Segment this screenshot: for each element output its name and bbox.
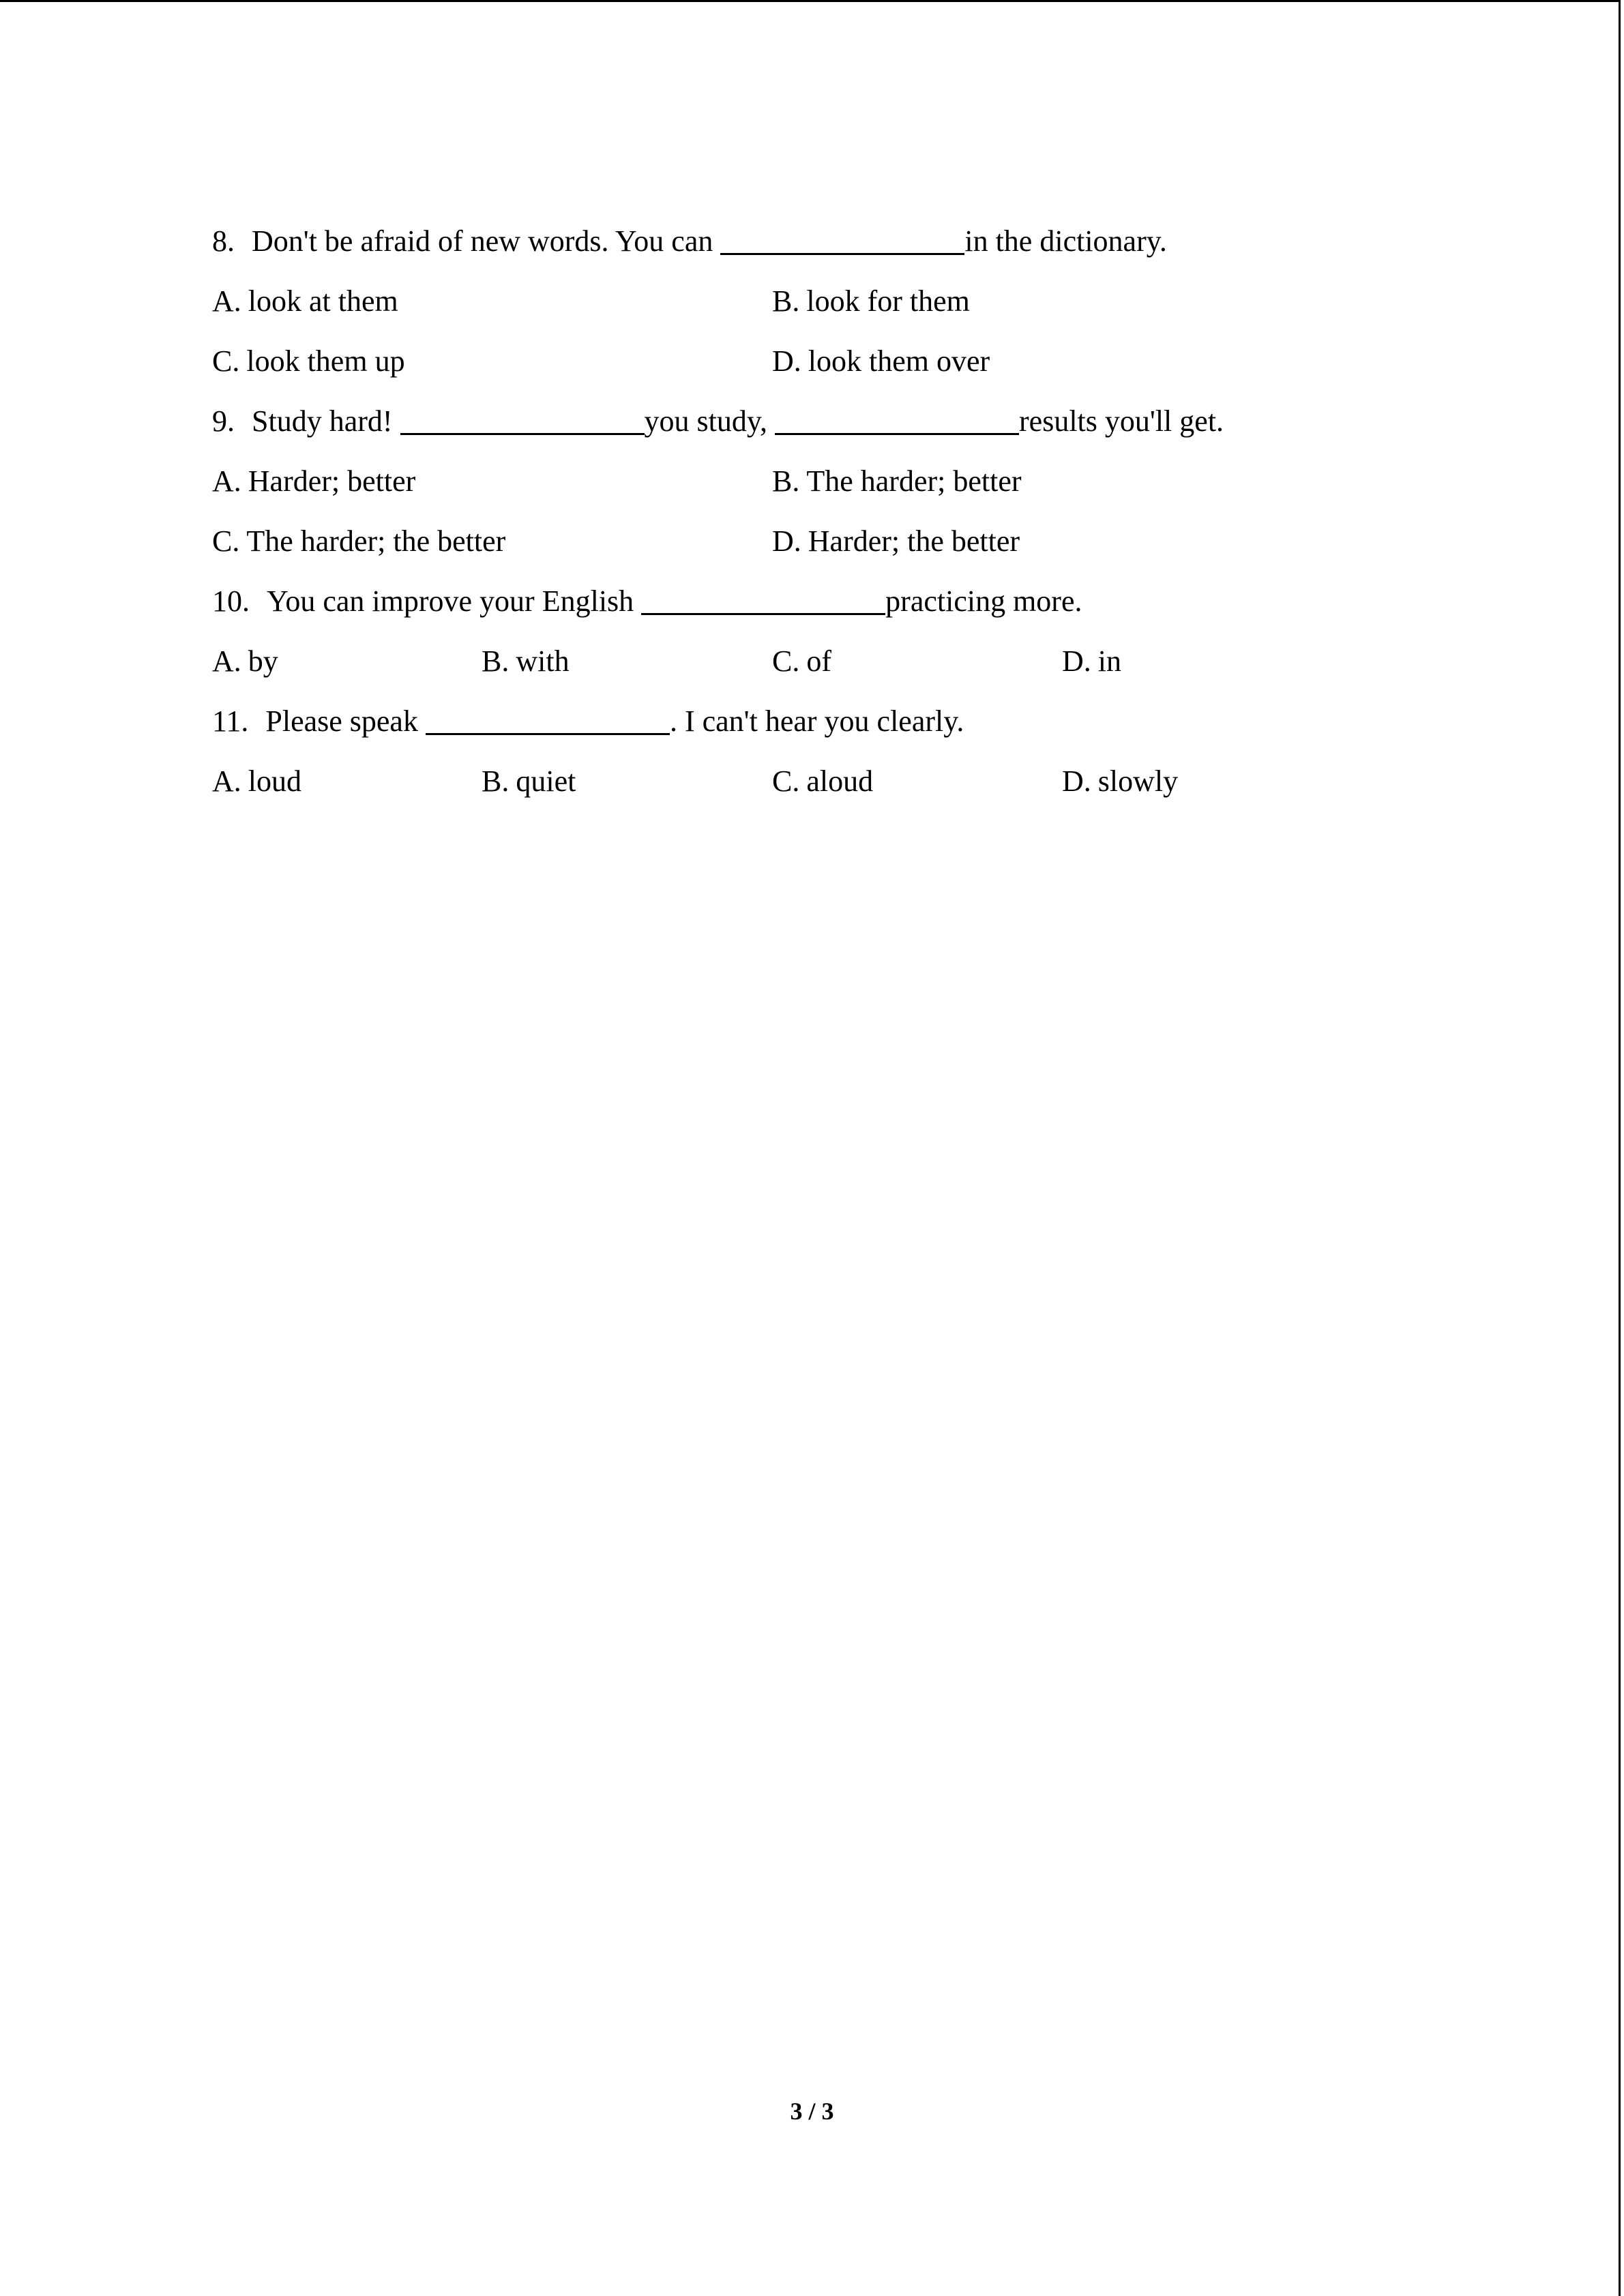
option-letter: B. bbox=[482, 764, 510, 798]
question-number: 11. bbox=[212, 704, 249, 738]
option-d[interactable] bbox=[772, 511, 1020, 571]
question-text: you study, bbox=[644, 404, 776, 438]
answer-blank[interactable] bbox=[720, 223, 964, 255]
option-d[interactable] bbox=[1062, 631, 1121, 691]
option-text: Harder; the better bbox=[808, 524, 1020, 558]
option-a[interactable] bbox=[212, 271, 398, 331]
page-number: 3 / 3 bbox=[790, 2098, 834, 2125]
question-9-options-row-1 bbox=[212, 451, 1440, 511]
option-text: look them over bbox=[808, 344, 990, 378]
option-a[interactable] bbox=[212, 751, 301, 811]
option-letter: D. bbox=[1062, 764, 1091, 798]
option-letter: C. bbox=[772, 764, 800, 798]
option-letter: A. bbox=[212, 284, 241, 318]
question-8-options-row-2 bbox=[212, 331, 1440, 391]
option-d[interactable] bbox=[1062, 751, 1178, 811]
question-text: . I can't hear you clearly. bbox=[669, 704, 964, 738]
option-text: in bbox=[1097, 644, 1122, 678]
option-text: aloud bbox=[806, 764, 874, 798]
option-c[interactable] bbox=[212, 331, 405, 391]
answer-blank[interactable] bbox=[426, 703, 670, 735]
question-8-stem bbox=[212, 211, 1440, 271]
option-letter: A. bbox=[212, 764, 241, 798]
question-text: Please speak bbox=[265, 704, 426, 738]
answer-blank[interactable] bbox=[400, 403, 645, 435]
option-d[interactable] bbox=[772, 331, 990, 391]
option-a[interactable] bbox=[212, 451, 415, 511]
option-text: The harder; the better bbox=[246, 524, 506, 558]
question-10-options bbox=[212, 631, 1440, 691]
option-letter: C. bbox=[212, 524, 240, 558]
option-b[interactable] bbox=[772, 451, 1022, 511]
option-text: with bbox=[516, 644, 570, 678]
question-text: practicing more. bbox=[885, 584, 1082, 618]
option-text: of bbox=[806, 644, 832, 678]
option-b[interactable] bbox=[772, 271, 970, 331]
option-letter: D. bbox=[772, 344, 801, 378]
option-letter: C. bbox=[212, 344, 240, 378]
question-text: in the dictionary. bbox=[964, 224, 1167, 258]
question-text: Study hard! bbox=[252, 404, 400, 438]
option-text: Harder; better bbox=[248, 464, 416, 498]
option-c[interactable] bbox=[212, 511, 505, 571]
question-9-stem bbox=[212, 391, 1440, 451]
question-number: 8. bbox=[212, 224, 235, 258]
option-text: The harder; better bbox=[806, 464, 1022, 498]
option-text: loud bbox=[248, 764, 302, 798]
option-letter: C. bbox=[772, 644, 800, 678]
option-a[interactable] bbox=[212, 631, 278, 691]
answer-blank[interactable] bbox=[641, 583, 885, 615]
answer-blank[interactable] bbox=[775, 403, 1019, 435]
option-letter: A. bbox=[212, 464, 241, 498]
option-letter: D. bbox=[1062, 644, 1091, 678]
question-list bbox=[212, 211, 1440, 811]
question-8-options-row-1 bbox=[212, 271, 1440, 331]
option-letter: A. bbox=[212, 644, 241, 678]
option-c[interactable] bbox=[772, 631, 831, 691]
question-9-options-row-2 bbox=[212, 511, 1440, 571]
option-letter: B. bbox=[772, 464, 800, 498]
option-text: quiet bbox=[516, 764, 576, 798]
question-number: 9. bbox=[212, 404, 235, 438]
option-text: look for them bbox=[806, 284, 970, 318]
option-text: look at them bbox=[248, 284, 398, 318]
question-number: 10. bbox=[212, 584, 250, 618]
question-text: Don't be afraid of new words. You can bbox=[252, 224, 721, 258]
question-text: You can improve your English bbox=[267, 584, 642, 618]
question-10-stem bbox=[212, 571, 1440, 631]
option-text: by bbox=[248, 644, 278, 678]
option-b[interactable] bbox=[482, 751, 576, 811]
option-text: look them up bbox=[246, 344, 405, 378]
question-11-stem bbox=[212, 691, 1440, 751]
option-text: slowly bbox=[1097, 764, 1179, 798]
option-b[interactable] bbox=[482, 631, 570, 691]
option-letter: D. bbox=[772, 524, 801, 558]
option-c[interactable] bbox=[772, 751, 873, 811]
option-letter: B. bbox=[772, 284, 800, 318]
question-text: results you'll get. bbox=[1019, 404, 1224, 438]
option-letter: B. bbox=[482, 644, 510, 678]
question-11-options bbox=[212, 751, 1440, 811]
